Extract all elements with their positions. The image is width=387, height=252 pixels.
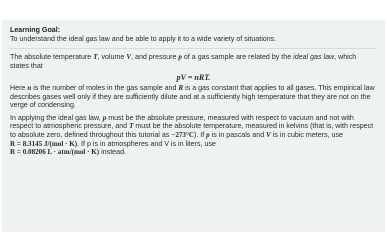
var-T: T bbox=[93, 53, 98, 62]
intro-paragraph bbox=[10, 53, 377, 70]
var-T: T bbox=[129, 122, 134, 131]
var-p: p bbox=[178, 53, 182, 62]
absolute-zero-value: −273°C bbox=[171, 130, 194, 139]
learning-goal-text: To understand the ideal gas law and be able to apply it to a wide variety of situations. bbox=[10, 34, 277, 43]
intro-text: , and pressure bbox=[131, 53, 179, 62]
units-text: must be the absolute temperature, measured in kelvins (that is, with respect to absolute zero, defined throughout this tutorial as bbox=[10, 122, 374, 139]
definition-paragraph bbox=[10, 84, 377, 110]
units-paragraph bbox=[10, 114, 377, 157]
ideal-gas-equation: pV = nRT. bbox=[176, 73, 211, 83]
gas-constant-liter-atm: R = 0.08206 L · atm/(mol · K) bbox=[10, 148, 100, 157]
units-text: must be the absolute pressure, measured with respect to vacuum and not with respect to atmospheric pressure, and bbox=[10, 113, 354, 131]
intro-text: of a gas sample are related by the bbox=[181, 53, 294, 62]
gas-constant-si: R = 8.3145 J/(mol · K) bbox=[10, 139, 78, 148]
var-p: p bbox=[102, 113, 107, 122]
learning-goal-heading: Learning Goal: bbox=[10, 26, 61, 34]
var-p: p bbox=[206, 130, 210, 139]
intro-text: , volume bbox=[97, 53, 127, 62]
units-text: instead. bbox=[99, 148, 126, 157]
learning-goal bbox=[10, 26, 377, 49]
definition-text: is the number of moles in the gas sample and bbox=[31, 83, 179, 92]
units-text: is in cubic meters, use bbox=[270, 130, 343, 139]
definition-text: is a gas constant that applies to all gases. This empirical law describes gases well only if they are sufficiently dilute and at a sufficiently high temperature that they are not on the verge of condensing. bbox=[10, 83, 375, 110]
units-text: . If p is in atmospheres and V is in liters, use bbox=[77, 139, 216, 148]
units-text: In applying the ideal gas law, bbox=[10, 113, 103, 122]
var-R: R bbox=[178, 83, 184, 92]
units-text: is in pascals and bbox=[209, 130, 267, 139]
definition-text: Here bbox=[10, 83, 28, 92]
units-text: ). If bbox=[193, 130, 207, 139]
var-V: V bbox=[266, 130, 271, 139]
intro-text: The absolute temperature bbox=[10, 53, 94, 62]
var-n: n bbox=[27, 83, 32, 92]
ideal-gas-law-term: ideal gas law bbox=[293, 53, 335, 62]
var-V: V bbox=[126, 53, 132, 62]
content-panel bbox=[2, 20, 385, 232]
intro-text: , which states that bbox=[10, 53, 357, 70]
